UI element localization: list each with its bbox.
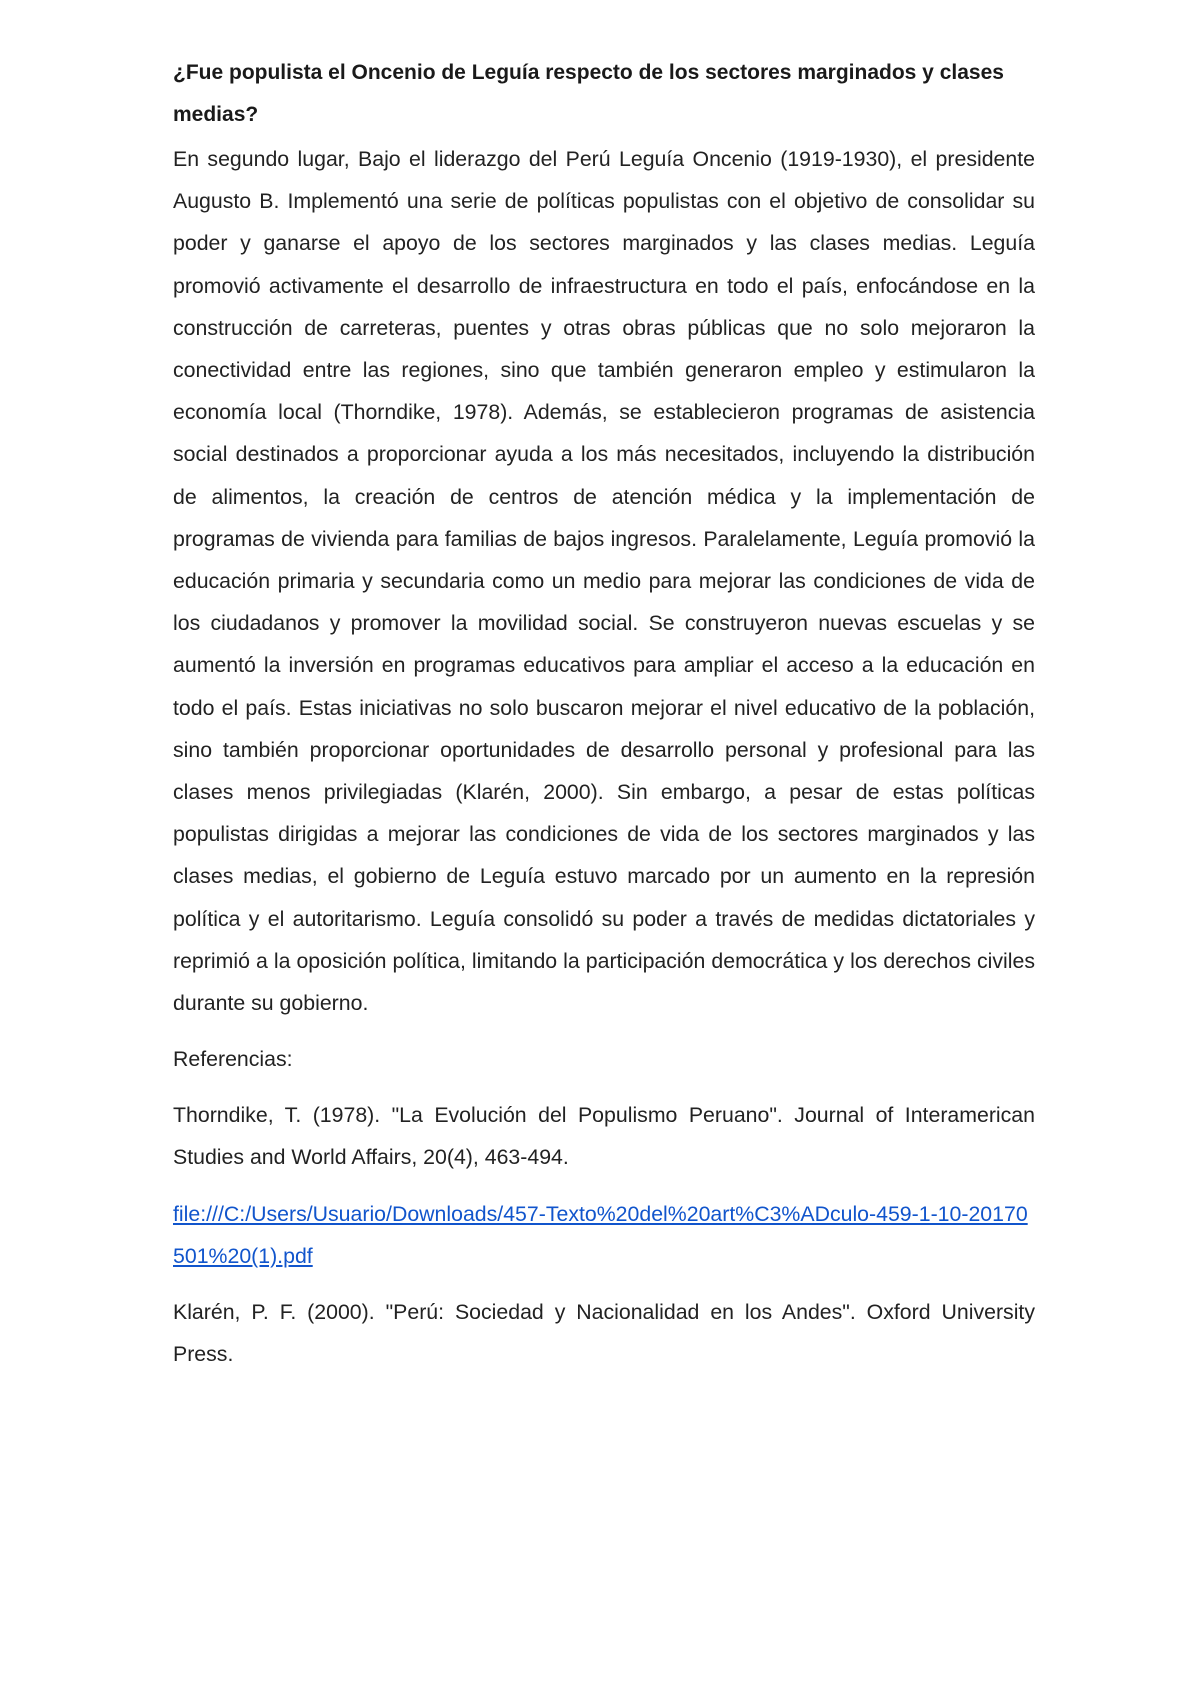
reference-klaren: Klarén, P. F. (2000). "Perú: Sociedad y Nacionalidad en los Andes". Oxford University Press. (173, 1300, 1035, 1367)
reference-file-link[interactable]: file:///C:/Users/Usuario/Downloads/457-Texto%20del%20art%C3%ADculo-459-1-10-20170501%20(1).pdf (173, 1201, 1028, 1268)
document-page (173, 52, 1035, 1375)
document-title: ¿Fue populista el Oncenio de Leguía respecto de los sectores marginados y clases medias? (173, 61, 1004, 126)
references-heading: Referencias: (173, 1047, 293, 1072)
reference-thorndike: Thorndike, T. (1978). "La Evolución del Populismo Peruano". Journal of Interamerican Studies and World Affairs, 20(4), 463-494. (173, 1103, 1035, 1170)
body-paragraph: En segundo lugar, Bajo el liderazgo del Perú Leguía Oncenio (1919-1930), el presidente Augusto B. Implementó una serie de políticas populistas con el objetivo de consolidar su poder y ganarse el apoyo de los sectores marginados y las clases medias. Leguía promovió activamente el desarrollo de infraestructura en todo el país, enfocándose en la construcción de carreteras, puentes y otras obras públicas que no solo mejoraron la conectividad entre las regiones, sino que también generaron empleo y estimularon la economía local (Thorndike, 1978). Además, se establecieron programas de asistencia social destinados a proporcionar ayuda a los más necesitados, incluyendo la distribución de alimentos, la creación de centros de atención médica y la implementación de programas de vivienda para familias de bajos ingresos. Paralelamente, Leguía promovió la educación primaria y secundaria como un medio para mejorar las condiciones de vida de los ciudadanos y promover la movilidad social. Se construyeron nuevas escuelas y se aumentó la inversión en programas educativos para ampliar el acceso a la educación en todo el país. Estas iniciativas no solo buscaron mejorar el nivel educativo de la población, sino también proporcionar oportunidades de desarrollo personal y profesional para las clases menos privilegiadas (Klarén, 2000). Sin embargo, a pesar de estas políticas populistas dirigidas a mejorar las condiciones de vida de los sectores marginados y las clases medias, el gobierno de Leguía estuvo marcado por un aumento en la represión política y el autoritarismo. Leguía consolidó su poder a través de medidas dictatoriales y reprimió a la oposición política, limitando la participación democrática y los derechos civiles durante su gobierno. (173, 147, 1035, 1016)
